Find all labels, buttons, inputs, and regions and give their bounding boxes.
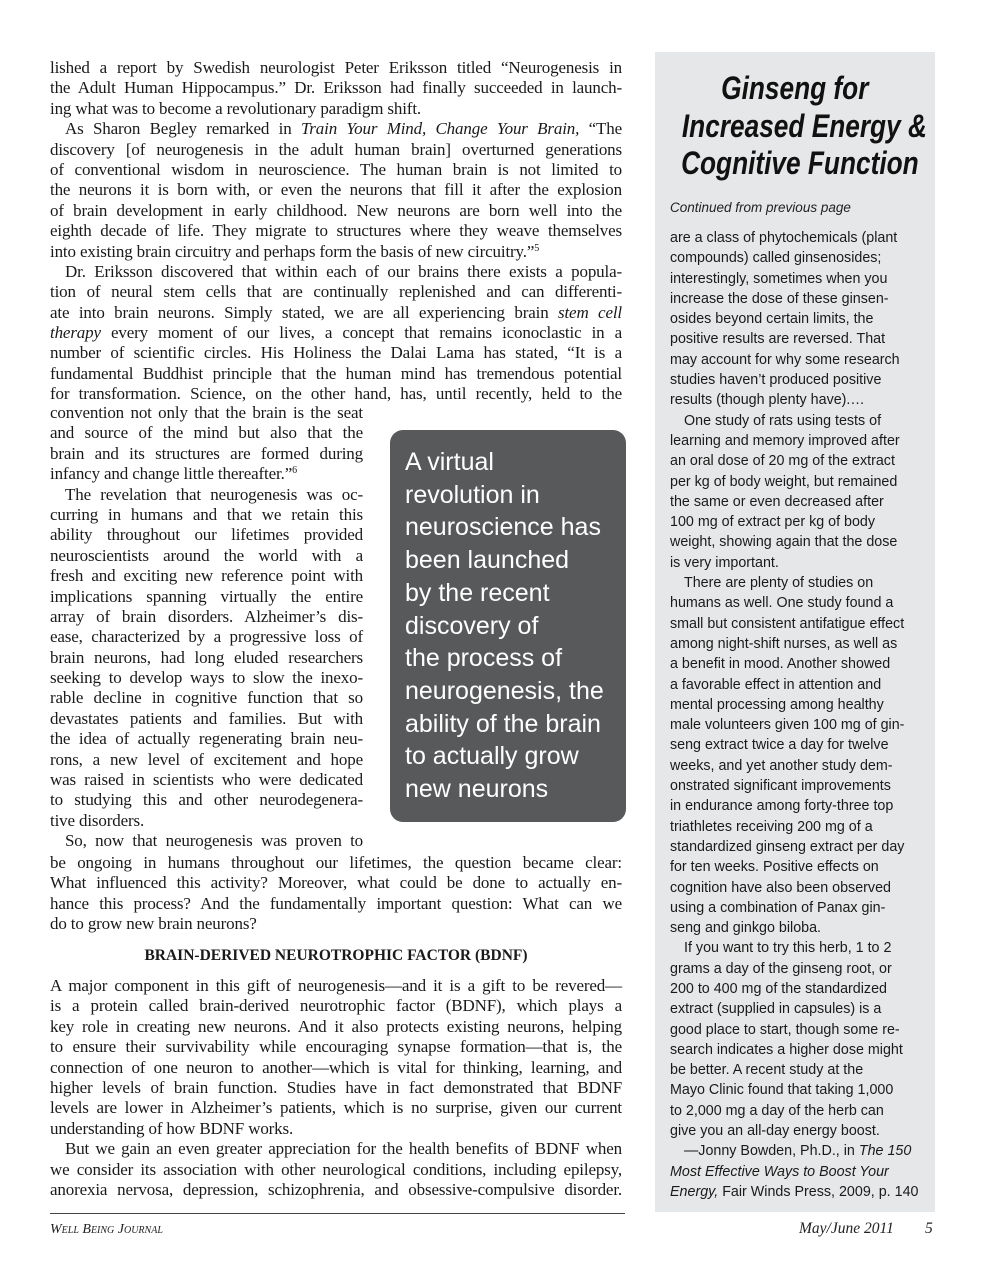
text-segment: As Sharon Begley remarked in <box>65 119 301 139</box>
text-line: ing what was to become a revolutionary paradigm shift. <box>50 98 421 118</box>
article-column-top <box>50 58 622 405</box>
italic-text: Energy, <box>670 1183 719 1200</box>
pull-quote-line: been launched <box>405 546 570 575</box>
text-line: learning and memory improved after <box>670 432 900 449</box>
text-line: number of scientific circles. His Holiness the Dalai Lama has stated, “It is a <box>50 343 622 363</box>
text-line: eighth decade of life. They migrate to structures where they weave themselves <box>50 221 622 241</box>
text-line: seng extract twice a day for twelve <box>670 737 889 754</box>
text-line: humans as well. One study found a <box>670 595 894 612</box>
sidebar-title-text: Cognitive Function <box>681 145 919 181</box>
text-line: rable decline in cognitive function that so <box>50 688 363 708</box>
text-line: A major component in this gift of neurogenesis—and it is a gift to be revered— <box>50 976 622 995</box>
text-line: fundamental Buddhist principle that the human mind has tremendous potential <box>50 363 622 383</box>
text-segment: “The <box>579 119 622 139</box>
text-line: be better. A recent study at the <box>670 1062 864 1079</box>
text-line: in endurance among forty-three top <box>670 798 894 815</box>
text-line: levels are lower in Alzheimer’s patients, which is no surprise, given our current <box>50 1098 622 1118</box>
text-line: onstrated significant improvements <box>670 778 891 795</box>
pull-quote-line: new neurons <box>405 775 549 803</box>
text-line: brain neurons, had long eluded researchers <box>50 647 363 667</box>
footnote-marker: 5 <box>534 242 540 254</box>
text-line: key role in creating new neurons. And it also protects existing neurons, helping <box>50 1016 622 1036</box>
text-line <box>50 119 622 139</box>
text-segment: —Jonny Bowden, Ph.D., in <box>684 1143 859 1160</box>
text-line: was raised in scientists who were dedicated <box>50 770 363 790</box>
text-line: for transformation. Science, on the other hand, has, until recently, held to the <box>50 384 622 404</box>
text-line: a benefit in mood. Another showed <box>670 656 891 673</box>
text-line: interestingly, sometimes when you <box>670 270 888 287</box>
text-segment: every moment of our lives, a concept that remains iconoclastic in a <box>100 323 622 343</box>
text-line: compounds) called ginsenosides; <box>670 250 882 267</box>
italic-text: stem cell <box>558 302 622 322</box>
sidebar-title-line <box>655 108 935 144</box>
text-line: seng and ginkgo biloba. <box>670 920 822 937</box>
text-line: tion of neural stem cells that are continually replenished and can differenti- <box>50 282 622 302</box>
text-line: be ongoing in humans throughout our lifetimes, the question became clear: <box>50 853 622 872</box>
text-line: discovery [of neurogenesis in the adult human brain] overturned generations <box>50 139 622 159</box>
text-line: convention not only that the brain is the seat <box>50 403 363 422</box>
issue-date: May/June 2011 <box>799 1220 894 1237</box>
text-segment: ate into brain neurons. Simply stated, we are all experiencing brain <box>50 302 559 322</box>
text-line: The revelation that neurogenesis was oc- <box>65 484 363 504</box>
text-line: using a combination of Panax gin- <box>670 899 886 916</box>
text-line: is a protein called brain-derived neurotrophic factor (BDNF), which plays a <box>50 996 622 1016</box>
pull-quote <box>390 430 626 822</box>
continued-note: Continued from previous page <box>670 200 851 215</box>
text-line: 200 to 400 mg of the standardized <box>670 980 887 997</box>
text-line: increase the dose of these ginsen- <box>670 290 889 307</box>
text-line: array of brain disorders. Alzheimer’s dis- <box>50 606 363 626</box>
text-line: for ten weeks. Positive effects on <box>670 859 879 876</box>
text-line: understanding of how BDNF works. <box>50 1118 294 1138</box>
text-line: seeking to develop ways to slow the inexo- <box>50 668 363 688</box>
sidebar-box <box>655 52 935 1212</box>
text-line: higher levels of brain function. Studies have in fact demonstrated that BDNF <box>50 1077 622 1097</box>
sidebar-title-text: Increased Energy & <box>681 108 927 144</box>
text-line: to 2,000 mg a day of the herb can <box>670 1102 884 1119</box>
pull-quote-line: ability of the brain <box>405 709 601 738</box>
text-line: among night-shift nurses, as well as <box>670 635 898 652</box>
text-line: cognition have also been observed <box>670 879 891 896</box>
sidebar-title-line <box>655 70 935 106</box>
footnote-marker: 6 <box>292 465 297 477</box>
text-line: One study of rats using tests of <box>684 412 882 429</box>
text-segment: into existing brain circuitry and perhaps form the basis of new circuitry.” <box>50 241 535 261</box>
text-line <box>670 1162 932 1182</box>
text-line: the same or even decreased after <box>670 493 884 510</box>
text-line: ability throughout our lifetimes provided <box>50 525 363 545</box>
italic-text: The 150 <box>858 1143 912 1160</box>
text-line: give you an all-day energy boost. <box>670 1123 880 1140</box>
text-line: devastates patients and families. But with <box>50 708 363 728</box>
pull-quote-line: neuroscience has <box>405 513 601 542</box>
sidebar-title-text: Ginseng for <box>721 70 869 106</box>
text-line: an oral dose of 20 mg of the extract <box>670 453 895 470</box>
text-line: the idea of actually regenerating brain neu- <box>50 729 363 749</box>
article-column-middle <box>50 853 622 935</box>
text-segment: Fair Winds Press, 2009, p. 140 <box>718 1183 919 1200</box>
text-line: and source of the mind but also that the <box>50 423 363 443</box>
text-segment: infancy and change little thereafter.” <box>50 464 293 484</box>
text-line: we consider its association with other neurological conditions, including epilepsy, <box>50 1159 622 1179</box>
text-line: fresh and exciting new reference point with <box>50 566 363 586</box>
text-line: brain and its structures are formed during <box>50 443 363 463</box>
text-line: weight, showing again that the dose <box>670 534 898 551</box>
text-line: are a class of phytochemicals (plant <box>670 230 898 246</box>
text-line: But we gain an even greater appreciation for the health benefits of BDNF when <box>65 1139 622 1159</box>
text-line: tive disorders. <box>50 810 145 830</box>
text-line: of brain development in early childhood. New neurons are born well into the <box>50 200 622 220</box>
text-line: the neurons it is born with, or even the neurons that fill it after the explosion <box>50 180 622 200</box>
text-line: a favorable effect in attention and <box>670 676 882 693</box>
text-line: is very important. <box>670 554 779 571</box>
text-line: do to grow new brain neurons? <box>50 914 257 934</box>
text-line: There are plenty of studies on <box>684 575 874 592</box>
text-line: studies haven’t produced positive <box>670 372 882 389</box>
text-line <box>50 242 622 262</box>
pull-quote-line: to actually grow <box>405 742 579 771</box>
text-line: to ensure their survivability while encouraging synapse formation—that is, the <box>50 1037 622 1057</box>
text-line: of conventional wisdom in neuroscience. The human brain is not limited to <box>50 159 622 179</box>
text-line: curring in humans and that we retain this <box>50 504 363 524</box>
pull-quote-line: neurogenesis, the <box>405 676 604 705</box>
text-line: anorexia nervosa, depression, schizophrenia, and obsessive-compulsive disorder. <box>50 1179 622 1199</box>
text-line: search indicates a higher dose might <box>670 1041 903 1058</box>
text-line: lished a report by Swedish neurologist Peter Eriksson titled “Neurogenesis in <box>50 58 622 77</box>
text-line: osides beyond certain limits, the <box>670 311 874 328</box>
text-line: weeks, and yet another study dem- <box>670 757 893 774</box>
page-number: 5 <box>925 1220 933 1237</box>
text-line: grams a day of the ginseng root, or <box>670 960 892 977</box>
text-line: So, now that neurogenesis was proven to <box>65 831 363 851</box>
article-column-narrow <box>50 403 363 852</box>
text-line: What influenced this activity? Moreover, what could be done to actually en- <box>50 873 622 893</box>
text-line: to studying this and other neurodegenera- <box>50 790 363 810</box>
sidebar-title-line <box>655 145 935 181</box>
text-line: rons, a new level of excitement and hope <box>50 749 363 769</box>
text-line: Dr. Eriksson discovered that within each of our brains there exists a popula- <box>65 261 622 281</box>
article-column-bottom <box>50 976 622 1200</box>
text-line: mental processing among healthy <box>670 696 884 713</box>
pull-quote-line: the process of <box>405 644 563 673</box>
footer-divider <box>50 1213 625 1214</box>
text-line: the Adult Human Hippocampus.” Dr. Eriksson had finally succeeded in launch- <box>50 78 622 98</box>
text-line: ease, characterized by a progressive loss of <box>50 627 363 647</box>
text-line: small but consistent antifatigue effect <box>670 615 905 632</box>
text-line: may account for why some research <box>670 351 900 368</box>
pull-quote-line: revolution in <box>405 480 540 509</box>
text-line: extract (supplied in capsules) is a <box>670 1001 882 1018</box>
text-line <box>50 303 622 323</box>
pull-quote-line: discovery of <box>405 611 539 640</box>
text-line <box>670 1141 932 1161</box>
italic-text: Most Effective Ways to Boost Your <box>670 1163 889 1180</box>
text-line: neuroscientists around the world with a <box>50 545 363 565</box>
text-line: results (though plenty have).… <box>670 392 865 409</box>
text-line: Mayo Clinic found that taking 1,000 <box>670 1082 894 1099</box>
text-line: triathletes receiving 200 mg of a <box>670 818 873 835</box>
text-line: positive results are reversed. That <box>670 331 886 348</box>
pull-quote-line: A virtual <box>405 448 494 476</box>
text-line: per kg of body weight, but remained <box>670 473 898 490</box>
sidebar-body <box>670 228 932 1202</box>
italic-text: Train Your Mind, Change Your Brain, <box>300 119 580 139</box>
journal-name: Well Being Journal <box>50 1222 163 1237</box>
text-line: male volunteers given 100 mg of gin- <box>670 717 905 734</box>
text-line: connection of one neuron to another—which is vital for thinking, learning, and <box>50 1057 622 1077</box>
text-line: good place to start, though some re- <box>670 1021 900 1038</box>
italic-text: therapy <box>50 323 101 343</box>
text-line: 100 mg of extract per kg of body <box>670 514 876 531</box>
text-line: If you want to try this herb, 1 to 2 <box>684 940 892 957</box>
text-line: hance this process? And the fundamentally important question: What can we <box>50 893 622 913</box>
pull-quote-line: by the recent <box>405 578 550 607</box>
section-heading: BRAIN-DERIVED NEUROTROPHIC FACTOR (BDNF) <box>144 947 528 964</box>
text-line <box>50 464 363 484</box>
text-line <box>670 1182 932 1202</box>
text-line <box>50 323 622 343</box>
text-line: standardized ginseng extract per day <box>670 838 905 855</box>
text-line: implications spanning virtually the entire <box>50 586 363 606</box>
